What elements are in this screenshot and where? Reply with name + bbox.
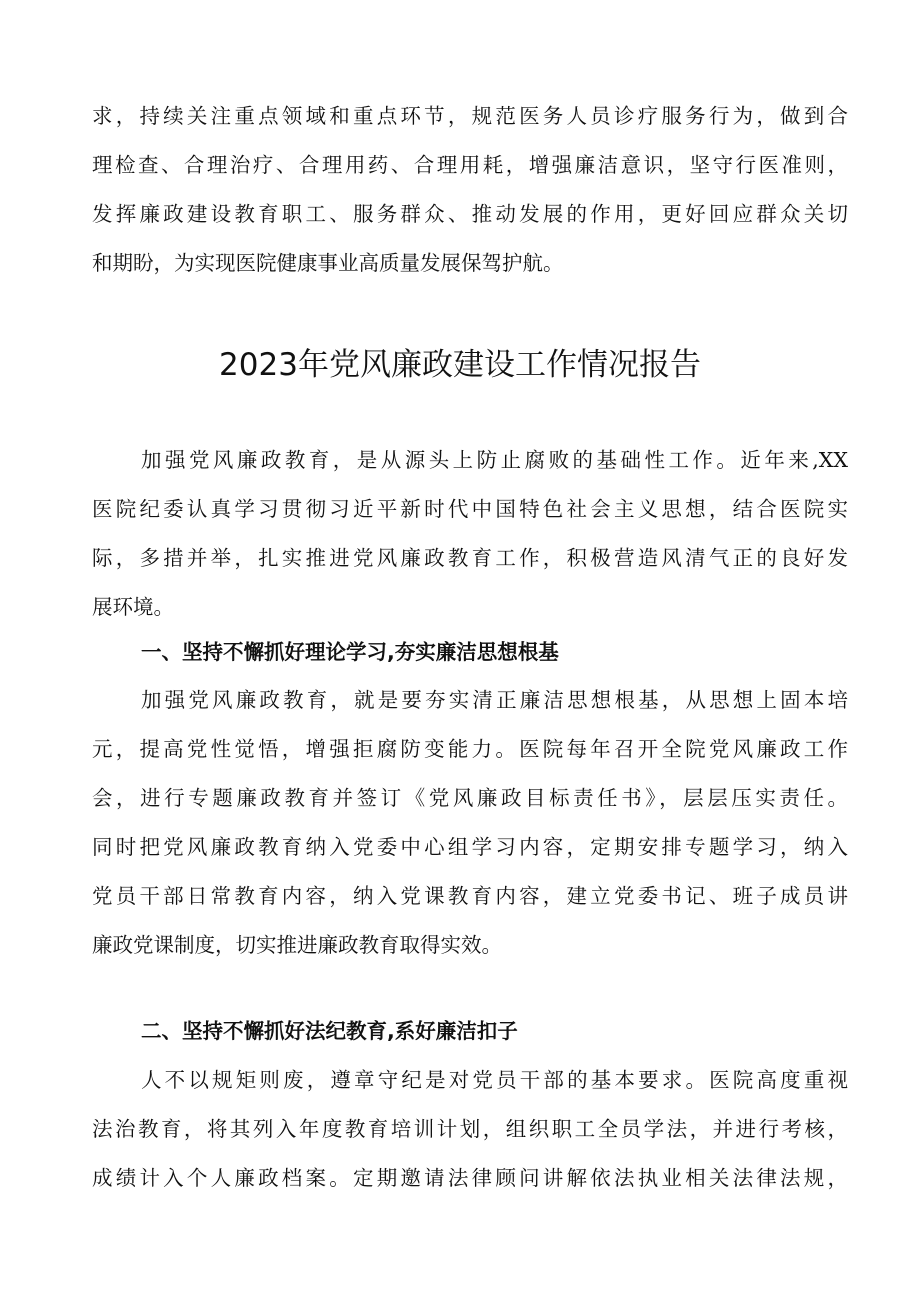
section-heading-1: 一、坚持不懈抓好理论学习,夯实廉洁思想根基 [141, 640, 559, 664]
text-line: 展环境。 [92, 595, 174, 619]
text-line: 求，持续关注重点领域和重点环节，规范医务人员诊疗服务行为，做到合 [92, 104, 848, 128]
text-line: 发挥廉政建设教育职工、服务群众、推动发展的作用，更好回应群众关切 [92, 202, 848, 226]
intro-paragraph [92, 436, 848, 632]
text-line: 党员干部日常教育内容，纳入党课教育内容，建立党委书记、班子成员讲 [92, 884, 848, 908]
section1-paragraph [92, 676, 848, 970]
text-line: 际，多措并举，扎实推进党风廉政教育工作，积极营造风清气正的良好发 [92, 546, 848, 570]
text-line: 和期盼，为实现医院健康事业高质量发展保驾护航。 [92, 251, 564, 275]
text-line: 人不以规矩则废，遵章守纪是对党员干部的基本要求。医院高度重视 [141, 1068, 848, 1092]
report-title: 2023年党风廉政建设工作情况报告 [219, 347, 701, 383]
text-line: 医院纪委认真学习贯彻习近平新时代中国特色社会主义思想，结合医院实 [92, 497, 848, 521]
text-line: 加强党风廉政教育，是从源头上防止腐败的基础性工作。近年来,XX [141, 448, 848, 472]
text-line: 法治教育，将其列入年度教育培训计划，组织职工全员学法，并进行考核， [92, 1117, 848, 1141]
section2-paragraph [92, 1056, 848, 1203]
text-line: 元，提高党性觉悟，增强拒腐防变能力。医院每年召开全院党风廉政工作 [92, 737, 848, 761]
text-line: 理检查、合理治疗、合理用药、合理用耗，增强廉洁意识，坚守行医准则， [92, 153, 848, 177]
text-line: 加强党风廉政教育，就是要夯实清正廉洁思想根基，从思想上固本培 [141, 688, 848, 712]
continued-paragraph [92, 92, 848, 288]
text-line: 成绩计入个人廉政档案。定期邀请法律顾问讲解依法执业相关法律法规， [92, 1166, 848, 1190]
text-line: 廉政党课制度，切实推进廉政教育取得实效。 [92, 933, 502, 957]
section-heading-2: 二、坚持不懈抓好法纪教育,系好廉洁扣子 [141, 1019, 518, 1043]
text-line: 会，进行专题廉政教育并签订《党风廉政目标责任书》，层层压实责任。 [92, 786, 848, 810]
text-line: 同时把党风廉政教育纳入党委中心组学习内容，定期安排专题学习，纳入 [92, 835, 848, 859]
